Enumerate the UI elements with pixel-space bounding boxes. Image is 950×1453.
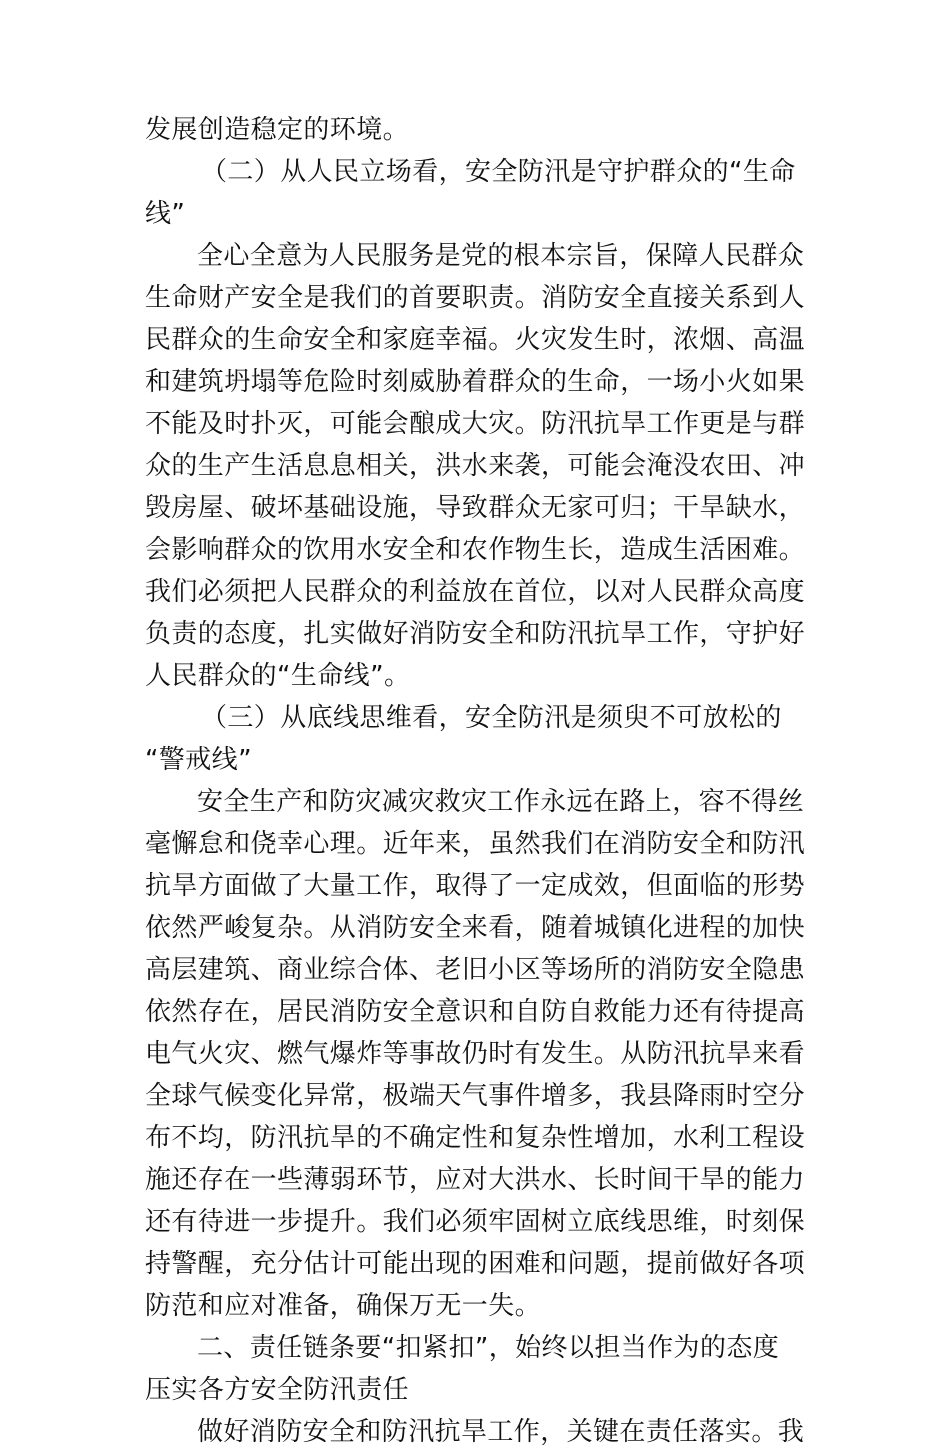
text-line: 毁房屋、破坏基础设施，导致群众无家可归；干旱缺水， [145, 493, 806, 523]
document-page [145, 109, 807, 1453]
text-line: 抗旱方面做了大量工作，取得了一定成效，但面临的形势 [145, 871, 806, 901]
text-line: 防范和应对准备，确保万无一失。 [145, 1291, 542, 1321]
text-line: 二、责任链条要“扣紧扣”，始终以担当作为的态度 [197, 1333, 780, 1363]
section-heading-line: （三）从底线思维看，安全防汛是须臾不可放松的 [201, 703, 782, 733]
text-line: 依然严峻复杂。从消防安全来看，随着城镇化进程的加快 [145, 913, 806, 943]
text-line: 依然存在，居民消防安全意识和自防自救能力还有待提高 [145, 997, 806, 1027]
text-line: 施还存在一些薄弱环节，应对大洪水、长时间干旱的能力 [145, 1165, 806, 1195]
section-heading-line: （二）从人民立场看，安全防汛是守护群众的“生命 [201, 157, 796, 187]
text-line: 会影响群众的饮用水安全和农作物生长，造成生活困难。 [145, 535, 806, 565]
text-line: 生命财产安全是我们的首要职责。消防安全直接关系到人 [145, 283, 806, 313]
text-line: 毫懈怠和侥幸心理。近年来，虽然我们在消防安全和防汛 [145, 829, 806, 859]
text-line: 做好消防安全和防汛抗旱工作，关键在责任落实。我 [197, 1417, 805, 1447]
text-line: 全心全意为人民服务是党的根本宗旨，保障人民群众 [197, 241, 805, 271]
text-line: 民群众的生命安全和家庭幸福。火灾发生时，浓烟、高温 [145, 325, 806, 355]
text-line: 高层建筑、商业综合体、老旧小区等场所的消防安全隐患 [145, 955, 806, 985]
text-line: 布不均，防汛抗旱的不确定性和复杂性增加，水利工程设 [145, 1123, 806, 1153]
text-line: 还有待进一步提升。我们必须牢固树立底线思维，时刻保 [145, 1207, 806, 1237]
text-line: 安全生产和防灾减灾救灾工作永远在路上，容不得丝 [197, 787, 805, 817]
section-heading-line: 线” [145, 199, 186, 229]
section-heading-line: “警戒线” [145, 745, 252, 775]
text-line: 和建筑坍塌等危险时刻威胁着群众的生命，一场小火如果 [145, 367, 806, 397]
text-line: 持警醒，充分估计可能出现的困难和问题，提前做好各项 [145, 1249, 806, 1279]
text-line: 负责的态度，扎实做好消防安全和防汛抗旱工作，守护好 [145, 619, 806, 649]
text-line: 发展创造稳定的环境。 [145, 115, 410, 145]
text-line: 不能及时扑灭，可能会酿成大灾。防汛抗旱工作更是与群 [145, 409, 806, 439]
text-line: 我们必须把人民群众的利益放在首位，以对人民群众高度 [145, 577, 806, 607]
text-line: 全球气候变化异常，极端天气事件增多，我县降雨时空分 [145, 1081, 806, 1111]
text-line: 众的生产生活息息相关，洪水来袭，可能会淹没农田、冲 [145, 451, 806, 481]
text-line: 人民群众的“生命线”。 [145, 661, 411, 691]
text-line: 压实各方安全防汛责任 [145, 1375, 410, 1405]
text-line: 电气火灾、燃气爆炸等事故仍时有发生。从防汛抗旱来看 [145, 1039, 806, 1069]
